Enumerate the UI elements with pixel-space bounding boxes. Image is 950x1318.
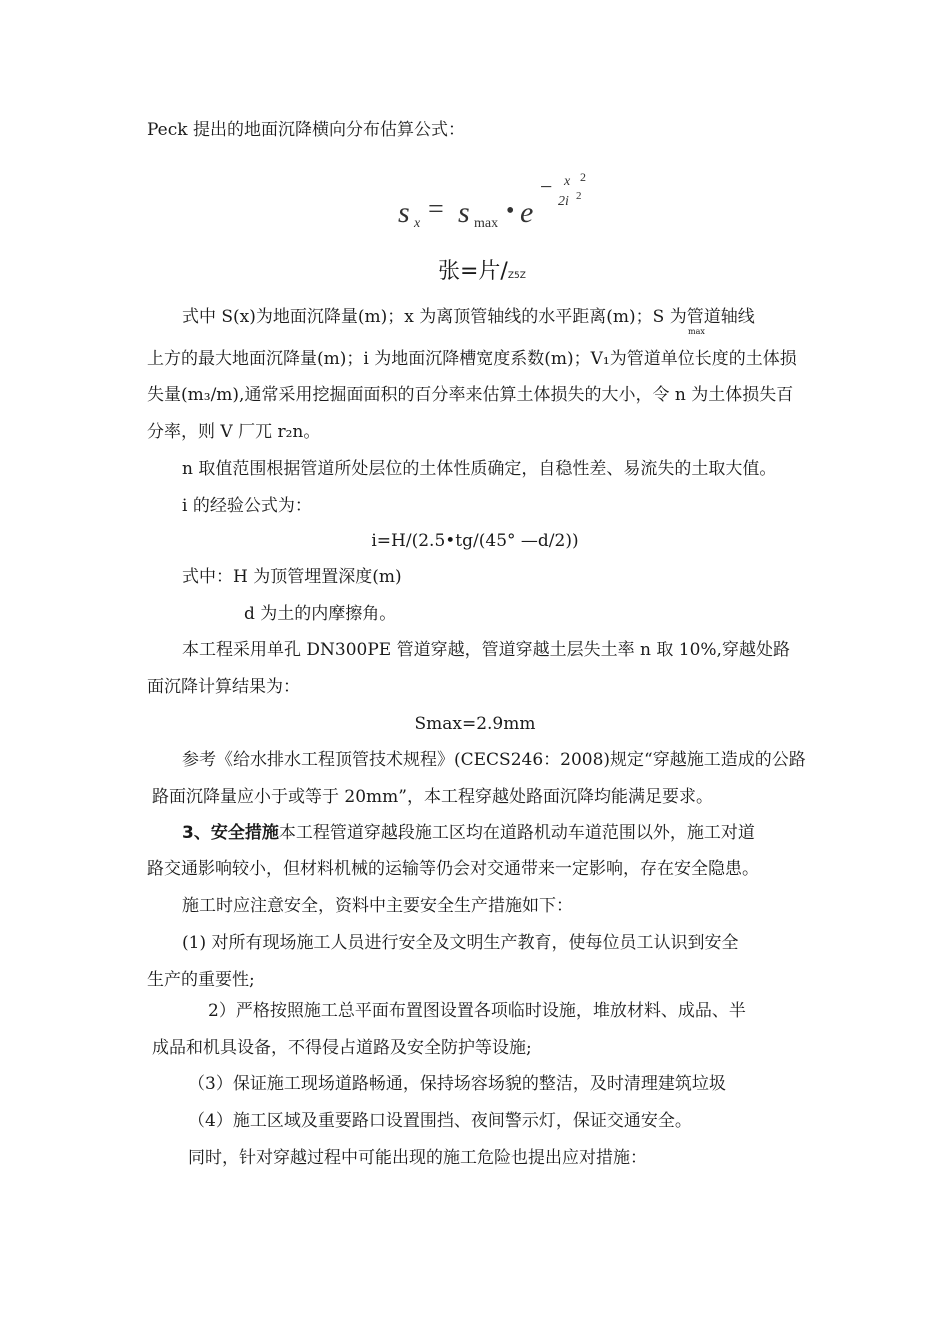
formula-e: e — [520, 196, 534, 229]
formula-minus: − — [540, 174, 553, 199]
formula-dot: • — [506, 198, 515, 224]
eq-smax: Smax=2.9mm — [414, 714, 536, 734]
measure2-line2: 成品和机具设备，不得侵占道路及安全防护等设施; — [152, 1038, 532, 1058]
p4-line: 式中：H 为顶管埋置深度(m) — [182, 567, 402, 587]
p1-line1: 式中 S(x)为地面沉降量(m)；x 为离顶管轴线的水平距离(m)；S 为管道轴线 — [182, 307, 755, 327]
formula-exp-num: x — [564, 174, 571, 189]
peck-formula — [390, 170, 590, 240]
section3-text: 本工程管道穿越段施工区均在道路机动车道范围以外，施工对道 — [278, 823, 755, 843]
eq-i: i=H/(2.5•tg/(45° —d/2)) — [371, 531, 579, 551]
intro-line: Peck 提出的地面沉降横向分布估算公式： — [147, 120, 465, 140]
formula-s: s — [398, 196, 410, 229]
p1-line2: 上方的最大地面沉降量(m)；i 为地面沉降槽宽度系数(m)；V₁为管道单位长度的土体损 — [147, 349, 797, 369]
measure3-line: （3）保证施工现场道路畅通，保持场容场貌的整洁，及时清理建筑垃圾 — [188, 1074, 726, 1094]
p8-line: 施工时应注意安全，资料中主要安全生产措施如下： — [182, 896, 573, 916]
p7-line2: 路面沉降量应小于或等于 20mm”，本工程穿越处路面沉降均能满足要求。 — [152, 787, 713, 807]
p6-line1: 本工程采用单孔 DN300PE 管道穿越，管道穿越土层失土率 n 取 10%,穿越处路 — [182, 640, 790, 660]
p6-line2: 面沉降计算结果为： — [147, 677, 300, 697]
formula-equals: = — [428, 194, 444, 225]
formula-exp-den-sq: 2 — [576, 190, 582, 202]
p2-line: n 取值范围根据管道所处层位的土体性质确定，自稳性差、易流失的土取大值。 — [182, 459, 777, 479]
p9-line: 同时，针对穿越过程中可能出现的施工危险也提出应对措施： — [188, 1148, 647, 1168]
p7-line1: 参考《给水排水工程顶管技术规程》(CECS246：2008)规定“穿越施工造成的公路 — [182, 750, 806, 770]
formula-exp-den: 2i — [558, 194, 569, 209]
section3-number: 3、 — [182, 823, 211, 843]
section3-title: 安全措施 — [210, 823, 279, 843]
p1-max-note: max — [688, 327, 705, 336]
formula-x-sub: x — [414, 216, 421, 231]
section3-line1 — [182, 822, 755, 844]
measure1-line1: (1) 对所有现场施工人员进行安全及文明生产教育，使每位员工认识到安全 — [182, 933, 739, 953]
formula-smax-s: s — [458, 196, 470, 229]
measure1-line2: 生产的重要性; — [147, 970, 255, 990]
section3-line2: 路交通影响较小，但材料机械的运输等仍会对交通带来一定影响，存在安全隐患。 — [147, 859, 759, 879]
formula-exp-num-sq: 2 — [580, 170, 586, 184]
garbled-main: 张=片/ — [438, 259, 508, 284]
p1-line4: 分率，则 V 厂兀 r₂n。 — [147, 422, 321, 442]
formula-max-sub: max — [474, 216, 499, 231]
measure2-line1: 2）严格按照施工总平面布置图设置各项临时设施，堆放材料、成品、半 — [208, 1001, 746, 1021]
p5-line: d 为土的内摩擦角。 — [244, 604, 397, 624]
garbled-formula — [438, 258, 526, 290]
p1-line3: 失量(m₃/m),通常采用挖掘面面积的百分率来估算土体损失的大小，令 n 为土体损失百 — [147, 385, 794, 405]
p3-line: i 的经验公式为： — [182, 496, 312, 516]
garbled-sub: Z5Z — [507, 271, 526, 281]
measure4-line: （4）施工区域及重要路口设置围挡、夜间警示灯，保证交通安全。 — [188, 1111, 692, 1131]
